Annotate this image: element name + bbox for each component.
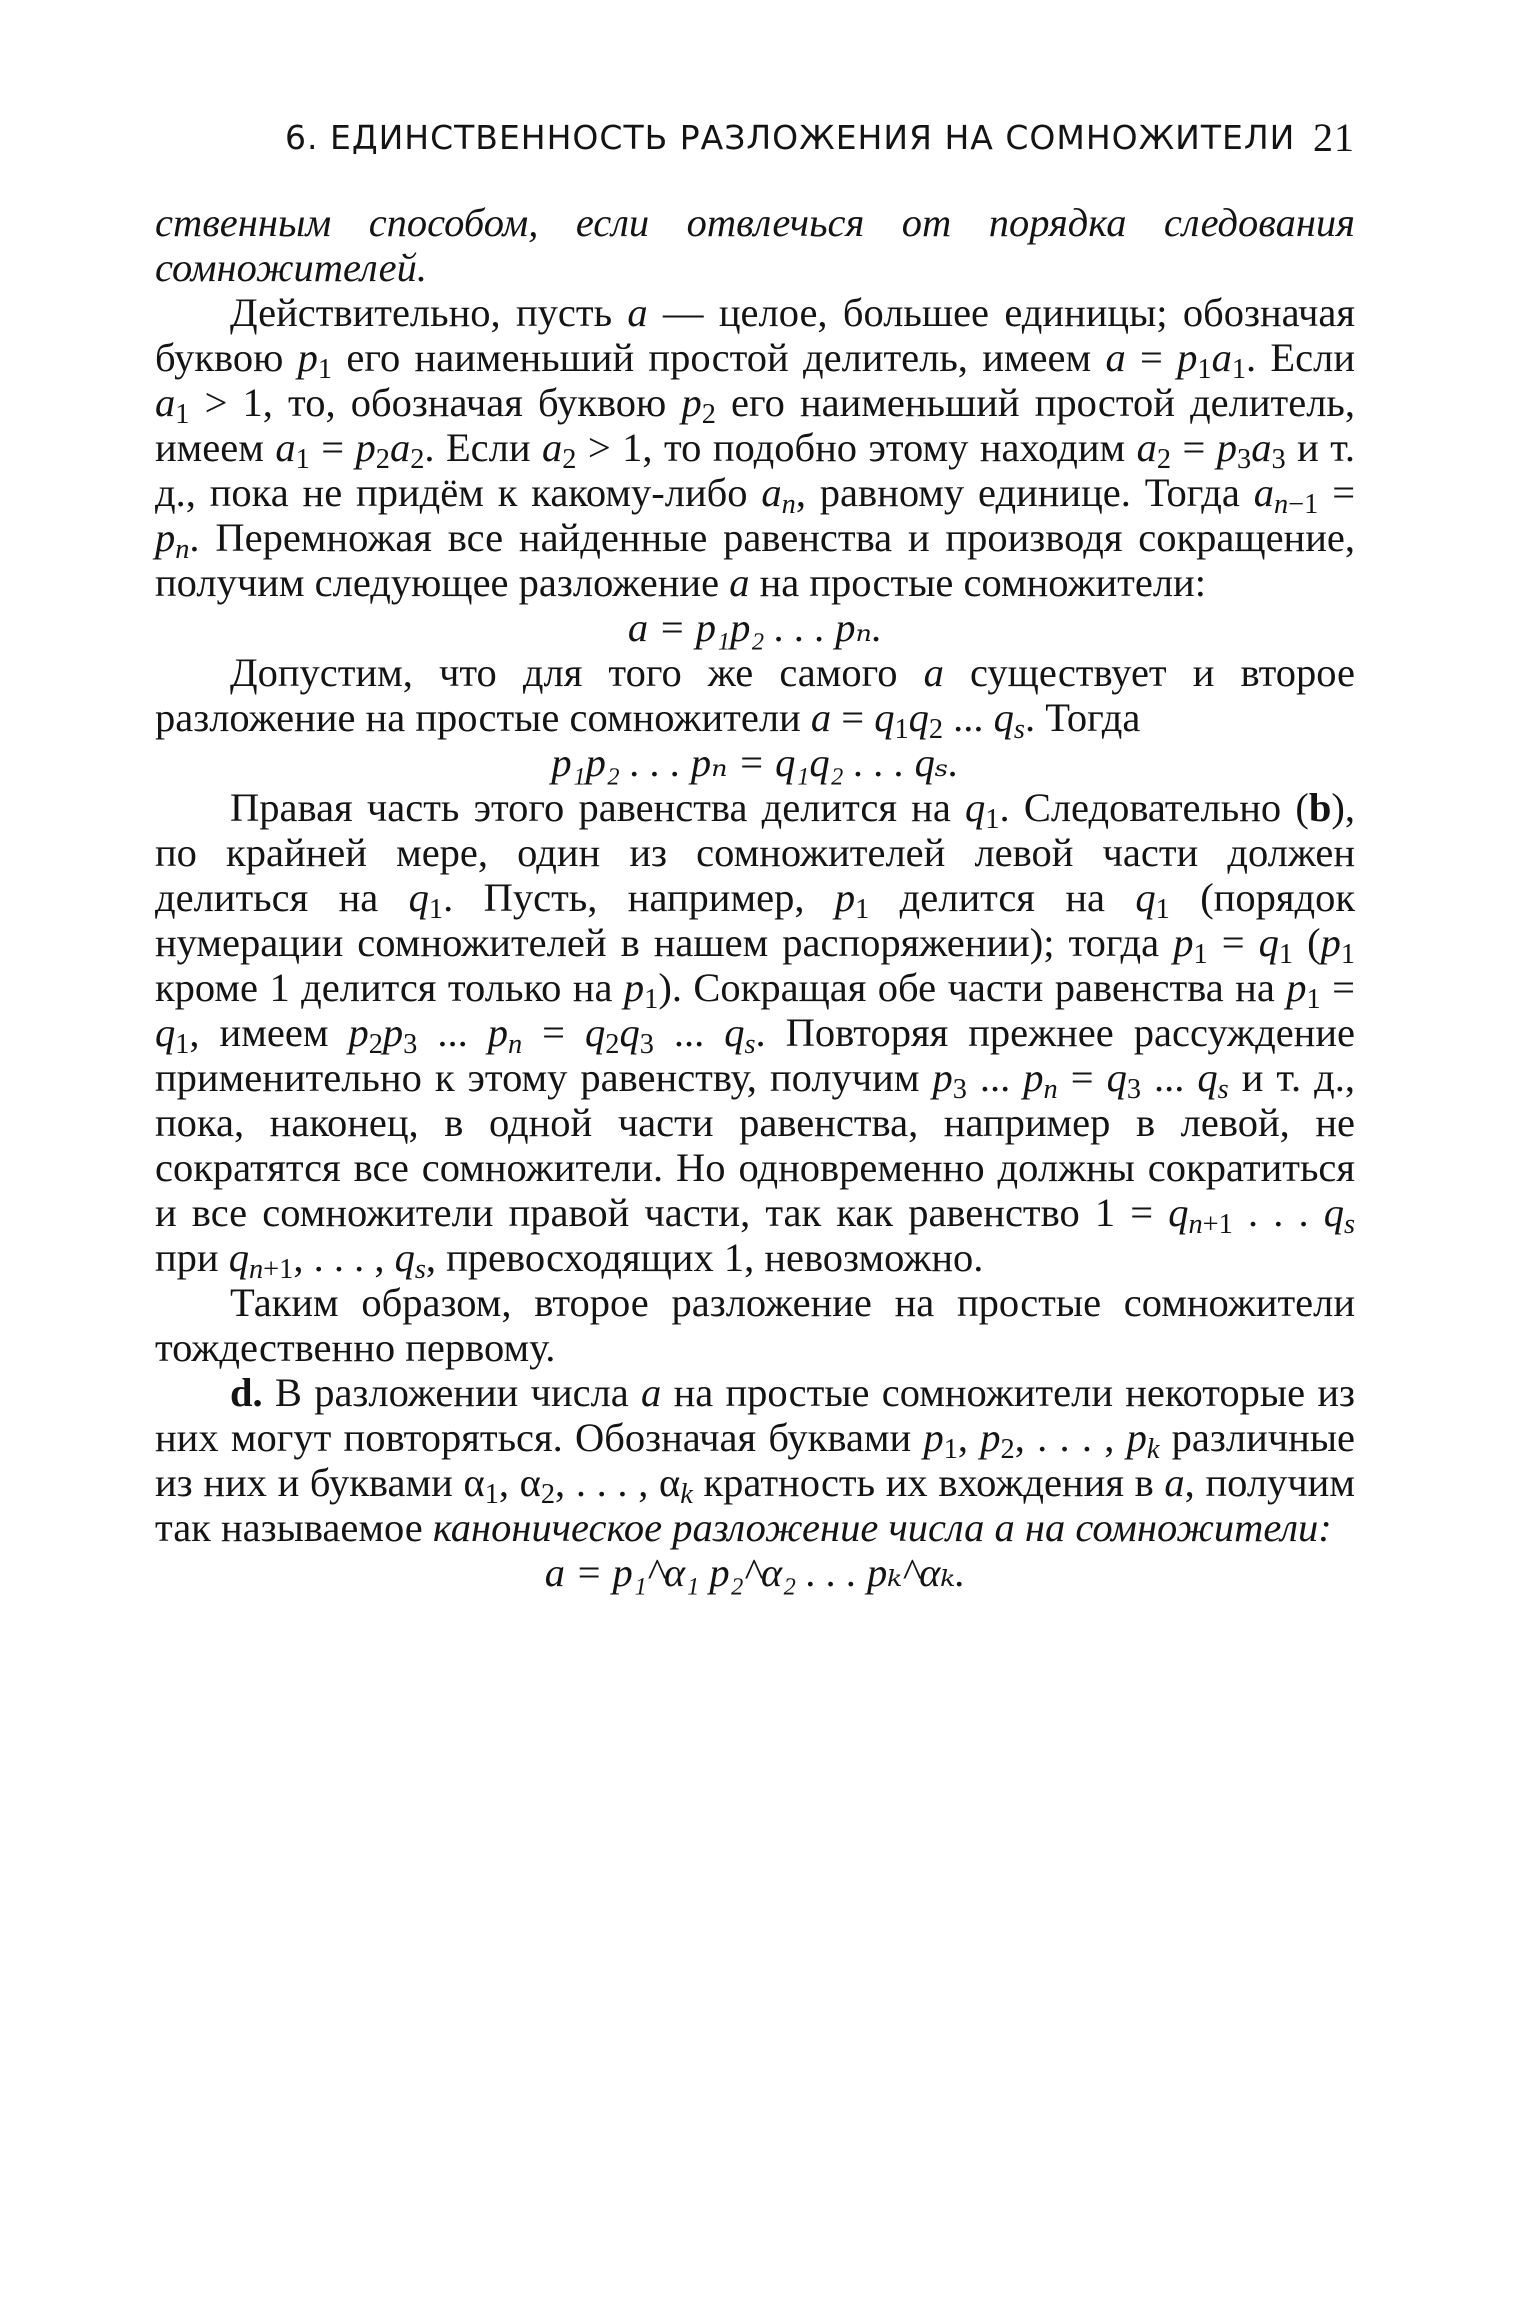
item-label: d. (230, 1370, 263, 1415)
paragraph-conclusion: Таким образом, второе разложение на простые сомножители тождественно первому. (155, 1280, 1355, 1370)
body-text (155, 200, 1355, 1595)
paragraph-proof: Действительно, пусть a — целое, большее единицы; обозначая буквою $p_1$ его наименьший простой делитель, имеем $a = p_1a_1$. Если $a_1 > 1$, то, обозначая буквою $p_2$ его наименьший простой делитель, имеем $a_1 = p_2a_2$. Если $a_2 > 1$, то подобно этому находим $a_2 = p_3a_3$ и т. д., пока не придём к какому-либо $a_n$, равному единице. Тогда $a_{n-1} = p_n$. Перемножая все найденные равенства и производя сокращение, получим следующее разложение a на простые сомножители: (155, 290, 1356, 605)
formula-factorization: a = p₁p₂ . . . pₙ. (627, 605, 883, 650)
section-title: 6. ЕДИНСТВЕННОСТЬ РАЗЛОЖЕНИЯ НА СОМНОЖИТЕЛИ (285, 118, 1296, 157)
paragraph-continuation: ственным способом, если отвлечься от порядка следования сомножителей. (155, 200, 1355, 290)
running-head (285, 115, 1355, 160)
page-number: 21 (1313, 115, 1355, 160)
formula-equality: p₁p₂ . . . pₙ = q₁q₂ . . . qₛ. (551, 740, 959, 785)
paragraph-assumption: Допустим, что для того же самого a существует и второе разложение на простые сомножители $a = q_1q_2$ ... $q_s$. Тогда (155, 650, 1356, 746)
paragraph-canonical: d. В разложении числа a на простые сомножители некоторые из них могут повторяться. Обозначая буквами $p_1$, $p_2$, . . . , $p_k$ различные из них и буквами $\alpha_1$, $\alpha_2$, . . . , $\alpha_k$ кратность их вхождения в a, получим так называемое каноническое разложение числа a на сомножители: (155, 1370, 1356, 1550)
paragraph-argument: Правая часть этого равенства делится на $q_1$. Следовательно (b), по крайней мере, один из сомножителей левой части должен делиться на $q_1$. Пусть, например, $p_1$ делится на $q_1$ (порядок нумерации сомножителей в нашем распоряжении); тогда $p_1 = q_1$ ($p_1$ кроме 1 делится только на $p_1$). Сокращая обе части равенства на $p_1 = q_1$, имеем $p_2p_3$ ... $p_n = q_2q_3$ ... $q_s$. Повторяя прежнее рассуждение применительно к этому равенству, получим $p_3$ ... $p_n = q_3$ ... $q_s$ и т. д., пока, наконец, в одной части равенства, например в левой, не сократятся все сомножители. Но одновременно должны сократиться и все сомножители правой части, так как равенство $1 = q_{n+1}$ . . . $q_s$ при $q_{n+1}$, . . . , $q_s$, превосходящих 1, невозможно. (155, 785, 1356, 1286)
formula-canonical: a = p₁^α₁ p₂^α₂ . . . pₖ^αₖ. (544, 1550, 966, 1595)
